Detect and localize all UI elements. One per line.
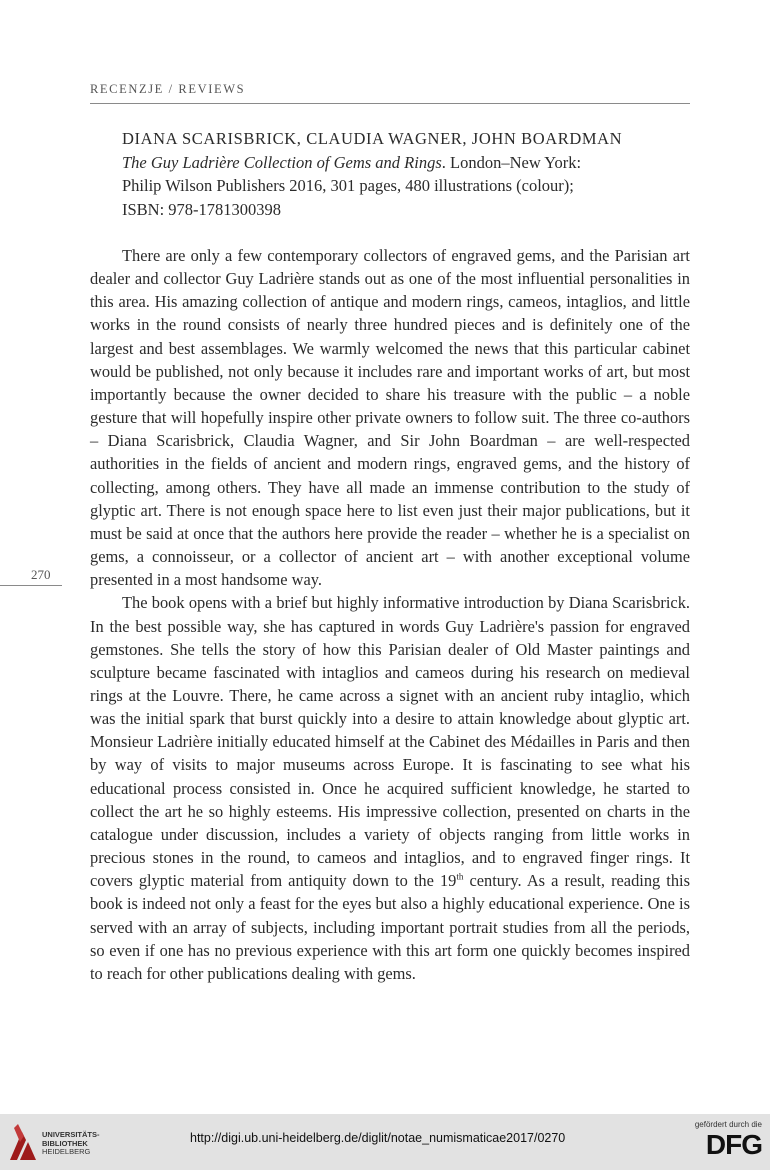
dfg-wordmark: DFG (705, 1129, 762, 1160)
book-title-line (122, 151, 682, 175)
source-url-link[interactable]: http://digi.ub.uni-heidelberg.de/diglit/notae_numismaticae2017/0270 (190, 1131, 566, 1145)
footer-bar (0, 1114, 770, 1170)
book-title: The Guy Ladrière Collection of Gems and Rings (122, 152, 442, 172)
paragraph-2-text-b: century. As a result, reading this book is indeed not only a feast for the eyes but also a highly educational experience. One is served with an array of subjects, including important portrait studies from all the periods, so even if one has no previous experience with this art form one quickly becomes inspired to reach for other publications dealing with gems. (90, 871, 690, 983)
paragraph-2-text-a: The book opens with a brief but highly informative introduction by Diana Scarisbrick. In the best possible way, she has captured in words Guy Ladrière's passion for engraved gemstones. She tells the story of how this Parisian dealer of Old Master paintings and sculpture became fascinated with intaglios and cameos during his research on medieval rings at the Louvre. There, he came across a signet with an ancient ruby intaglio, which was the initial spark that burst quickly into a desire to attain knowledge about glyptic art. Monsieur Ladrière initially educated himself at the Cabinet des Médailles in Paris and then by way of visits to major museums across Europe. It is fascinating to see what his educational process consisted in. Once he acquired sufficient knowledge, he started to collect the art he so highly esteems. His impressive collection, presented on charts in the catalogue under discussion, includes a variety of objects ranging from little works in precious stones in the round, to cameos and intaglios, and to engraved finger rings. It covers glyptic material from antiquity down to the 19 (90, 593, 690, 891)
book-authors: DIANA SCARISBRICK, CLAUDIA WAGNER, JOHN BOARDMAN (122, 129, 623, 148)
dfg-logo[interactable] (672, 1120, 762, 1166)
paragraph-2 (90, 591, 690, 985)
page-number: 270 (31, 567, 51, 582)
publisher-line: Philip Wilson Publishers 2016, 301 pages, 480 illustrations (colour); (122, 176, 574, 195)
paragraph-1: There are only a few contemporary collectors of engraved gems, and the Parisian art dealer and collector Guy Ladrière stands out as one of the most influential personalities in this area. His amazing collection of antique and modern rings, cameos, intaglios, and little works in the round consists of nearly three hundred pieces and is definitely one of the largest and best assemblages. We warmly welcomed the news that this particular cabinet would be published, not only because it includes rare and important works of art, but most importantly because the owner decided to share his treasure with the public – a noble gesture that will hopefully inspire other private owners to follow suit. The three co-authors – Diana Scarisbrick, Claudia Wagner, and Sir John Boardman – are well-respected authorities in the fields of ancient and modern rings, engraved gems, and the history of collecting, among others. They have all made an immense contribution to the study of glyptic art. There is not enough space here to list even just their major publications, but it must be said at once that the authors here provide the reader – whether he is a specialist on gems, a connoisseur, or a collector of ancient art – with another exceptional volume presented in a most handsome way. (90, 246, 690, 590)
funded-by-label: gefördert durch die (694, 1120, 762, 1129)
header-rule (90, 103, 690, 104)
page-number-rule (0, 585, 62, 586)
library-name-line-3: HEIDELBERG (42, 1147, 91, 1156)
review-body (90, 244, 690, 985)
library-name-line-2: BIBLIOTHEK (42, 1138, 88, 1148)
publication-place: . London–New York: (441, 152, 582, 172)
isbn: ISBN: 978-1781300398 (122, 199, 282, 219)
library-name-line-1: UNIVERSITÄTS- (42, 1130, 100, 1139)
library-logo-icon (8, 1122, 38, 1162)
library-logo[interactable] (8, 1122, 208, 1162)
superscript-th: th (456, 871, 464, 882)
bibliographic-entry (122, 127, 682, 221)
library-name (42, 1131, 100, 1157)
running-head: RECENZJE / REVIEWS (90, 82, 246, 96)
